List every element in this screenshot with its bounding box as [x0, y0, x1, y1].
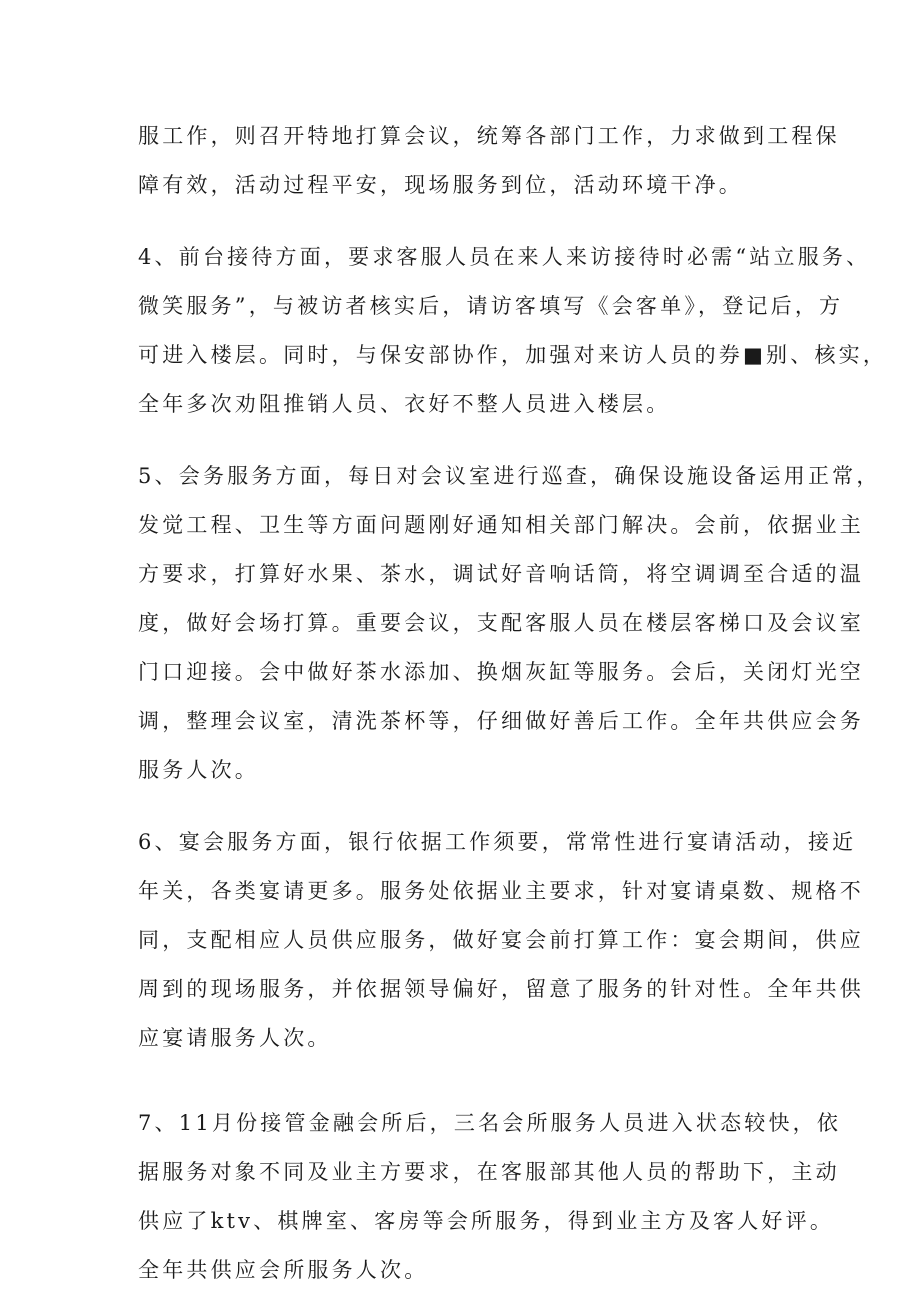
paragraph-spacer [138, 210, 802, 233]
text-line: 周到的现场服务，并依据领导偏好，留意了服务的针对性。全年共供 [138, 977, 864, 1001]
text-line: 服工作，则召开特地打算会议，统筹各部门工作，力求做到工程保 [138, 124, 840, 148]
paragraph-spacer [138, 429, 802, 452]
text-line: 度，做好会场打算。重要会议，支配客服人员在楼层客梯口及会议室 [138, 611, 864, 635]
text-line: 调，整理会议室，清洗茶杯等，仔细做好善后工作。全年共供应会务 [138, 709, 864, 733]
document-body [138, 112, 888, 1295]
text-line: 应宴请服务人次。 [138, 1026, 332, 1050]
text-line: 微笑服务”，与被访者核实后，请访客填写《会客单》，登记后，方 [138, 294, 844, 318]
text-line: 4、前台接待方面，要求客服人员在来人来访接待时必需“站立服务、 [138, 245, 871, 269]
text-line: 供应了ktv、棋牌室、客房等会所服务，得到业主方及客人好评。 [138, 1209, 835, 1233]
paragraph-club-service [138, 1099, 842, 1295]
text-line: 7、11月份接管金融会所后，三名会所服务人员进入状态较快，依 [138, 1111, 842, 1135]
text-line: 6、宴会服务方面，银行依据工作须要，常常性进行宴请活动，接近 [138, 830, 857, 854]
paragraph-banquet-service [138, 818, 864, 1063]
paragraph-meeting-service [138, 452, 881, 795]
text-line: 全年共供应会所服务人次。 [138, 1258, 429, 1282]
paragraph-front-desk-reception [138, 233, 888, 429]
text-line: 障有效，活动过程平安，现场服务到位，活动环境干净。 [138, 173, 743, 197]
paragraph-spacer [138, 795, 802, 818]
text-line: 年关，各类宴请更多。服务处依据业主要求，针对宴请桌数、规格不 [138, 879, 864, 903]
text-line: 据服务对象不同及业主方要求，在客服部其他人员的帮助下，主动 [138, 1160, 840, 1184]
text-line: 全年多次劝阻推销人员、衣好不整人员进入楼层。 [138, 392, 671, 416]
text-line: 发觉工程、卫生等方面问题刚好通知相关部门解决。会前，依据业主 [138, 513, 864, 537]
text-line: 门口迎接。会中做好茶水添加、换烟灰缸等服务。会后，关闭灯光空 [138, 660, 864, 684]
text-line: 5、会务服务方面，每日对会议室进行巡查，确保设施设备运用正常， [138, 464, 881, 488]
paragraph-work-arrangement-continued [138, 112, 840, 210]
text-line: 方要求，打算好水果、茶水，调试好音响话筒，将空调调至合适的温 [138, 562, 864, 586]
paragraph-spacer [138, 1063, 802, 1099]
text-line: 同，支配相应人员供应服务，做好宴会前打算工作：宴会期间，供应 [138, 928, 864, 952]
text-line: 服务人次。 [138, 758, 259, 782]
text-line: 可进入楼层。同时，与保安部协作，加强对来访人员的券■别、核实， [138, 343, 888, 367]
